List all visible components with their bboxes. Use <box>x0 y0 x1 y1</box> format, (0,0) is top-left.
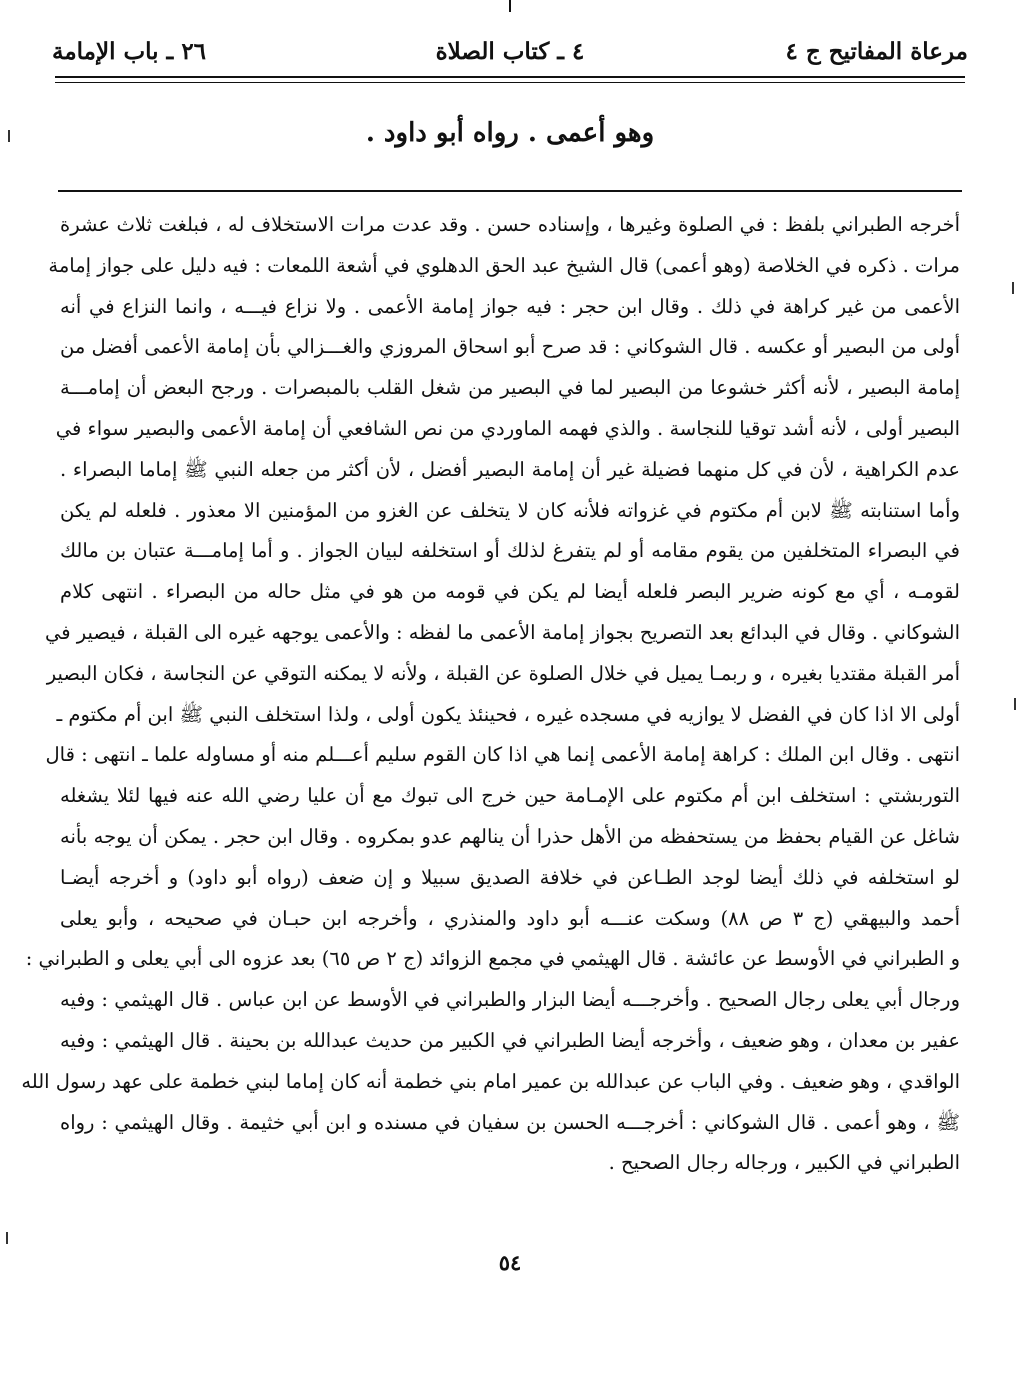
commentary-line: ﷺ ، وهو أعمى . قال الشوكاني : أخرجـــه الحسن بن سفيان في مسنده و ابن أبي خثيمة . وقال الهيثمي : رواه <box>60 1110 960 1134</box>
commentary-line: الشوكاني . وقال في البدائع بعد التصريح بجواز إمامة الأعمى ما لفظه : والأعمى يوجهه غيره الى القبلة ، فيصير في <box>45 620 960 644</box>
chapter-title: ٤ ـ كتاب الصلاة <box>435 38 585 65</box>
commentary-line: أولى الا اذا كان في الفضل لا يوازيه في مسجده غيره ، فحينئذ يكون أولى ، ولذا استخلف النبي ﷺ ابن أم مكتوم ـ <box>56 702 960 726</box>
running-header <box>52 22 968 72</box>
commentary-line: عدم الكراهية ، لأن في كل منهما فضيلة غير أن إمامة البصير أفضل ، لأن أكثر من جعله النبي ﷺ إماما البصراء . <box>60 457 960 481</box>
commentary-line: إمامة البصير ، لأنه أكثر خشوعا من البصير لما في البصير من شغل القلب بالمبصرات . ورجح البعض أن إمامـــة <box>60 376 960 400</box>
scan-mark <box>8 130 10 142</box>
commentary-line: أمر القبلة مقتديا بغيره ، و ربمـا يميل في خلال الصلوة عن القبلة ، ولأنه لا يمكنه التوقي عن النجاسة ، فكان البصير <box>46 661 960 685</box>
text-divider-rule <box>58 190 962 192</box>
commentary-block <box>21 205 960 1184</box>
commentary-line: و الطبراني في الأوسط عن عائشة . قال الهيثمي في مجمع الزوائد (ج ٢ ص ٦٥) بعد عزوه الى أبي يعلى و الطبراني : <box>25 947 960 971</box>
section-title: ٢٦ ـ باب الإمامة <box>52 38 207 65</box>
page-number: ٥٤ <box>498 1250 522 1275</box>
commentary-line: لو استخلفه في ذلك أيضا لوجد الطـاعن في خلافة الصديق سبيلا و إن ضعف (رواه أبو داود) و أخرجه أيضـا <box>60 865 960 889</box>
book-title-volume: مرعاة المفاتيح ج ٤ <box>785 38 968 65</box>
commentary-line: أخرجه الطبراني بلفظ : في الصلوة وغيرها ، وإسناده حسن . وقد عدت مرات الاستخلاف له ، فبلغت ثلاث عشرة <box>60 213 960 236</box>
scan-mark <box>6 1232 8 1244</box>
scan-mark <box>1014 698 1016 710</box>
commentary-line: عفير بن معدان ، وهو ضعيف ، وأخرجه أيضا الطبراني في الكبير من حديث عبدالله بن بحينة . قال الهيثمي : وفيه <box>60 1028 960 1052</box>
commentary-line: أحمد والبيهقي (ج ٣ ص ٨٨) وسكت عنـــه أبو داود والمنذري ، وأخرجه ابن حبـان في صحيحه ، وأبو يعلى <box>60 906 960 930</box>
commentary-line: البصير أولى ، لأنه أشد توقيا للنجاسة . والذي فهمه الماوردي من نص الشافعي أن إمامة الأعمى والبصير سواء في <box>55 416 960 440</box>
binding-mark <box>509 0 511 12</box>
commentary-line: الطبراني في الكبير ، ورجاله رجال الصحيح . <box>608 1151 960 1175</box>
commentary-line: الأعمى من غير كراهة في ذلك . وقال ابن حجر : فيه جواز إمامة الأعمى . ولا نزاع فيـــه ، وانما النزاع في أنه <box>60 294 960 318</box>
commentary-line: لقومـه ، أي مع كونه ضرير البصر فلعله أيضا لم يكن في قومه من هو في مثل حاله من البصراء . انتهى كلام <box>60 580 960 604</box>
header-rule-thick <box>55 76 965 78</box>
hadith-text: وهو أعمى . رواه أبو داود . <box>365 118 655 148</box>
commentary-line: الواقدي ، وهو ضعيف . وفي الباب عن عبدالله بن عمير امام بني خطمة أنه كان إماما لبني خطمة على عهد رسول الله <box>21 1069 960 1093</box>
commentary-line: انتهى . وقال ابن الملك : كراهة إمامة الأعمى إنما هي اذا كان القوم سليم أعـــلم منه أو مساوله علما ـ انتهى : قال <box>45 743 960 767</box>
commentary-line: شاغل عن القيام بحفظ من يستحفظه من الأهل حذرا أن ينالهم عدو بمكروه . وقال ابن حجر . يمكن أن يوجه بأنه <box>60 824 960 848</box>
commentary-line: التوربشتي : استخلف ابن أم مكتوم على الإمـامة حين خرج الى تبوك مع أن عليا رضي الله عنه فيها لئلا يشغله <box>60 784 960 808</box>
commentary-line: وأما استنابته ﷺ لابن أم مكتوم في غزواته فلأنه كان لا يتخلف عن الغزو من المؤمنين الا معذور . فلعله لم يكن <box>60 498 960 522</box>
scan-mark <box>1012 282 1014 294</box>
commentary-line: مرات . ذكره في الخلاصة (وهو أعمى) قال الشيخ عبد الحق الدهلوي في أشعة اللمعات : فيه دليل على جواز إمامة <box>48 253 960 277</box>
header-rule-thin <box>55 82 965 83</box>
commentary-line: أولى من البصير أو عكسه . قال الشوكاني : قد صرح أبو اسحاق المروزي والغـــزالي بأن إمامة الأعمى أفضل من <box>60 335 960 359</box>
commentary-line: في البصراء المتخلفين من يقوم مقامه أو لم يتفرغ لذلك أو استخلفه لبيان الجواز . و أما إمامـــة عتبان بن مالك <box>60 539 960 563</box>
commentary-line: ورجال أبي يعلى رجال الصحيح . وأخرجـــه أيضا البزار والطبراني في الأوسط عن ابن عباس . قال الهيثمي : وفيه <box>60 988 960 1012</box>
